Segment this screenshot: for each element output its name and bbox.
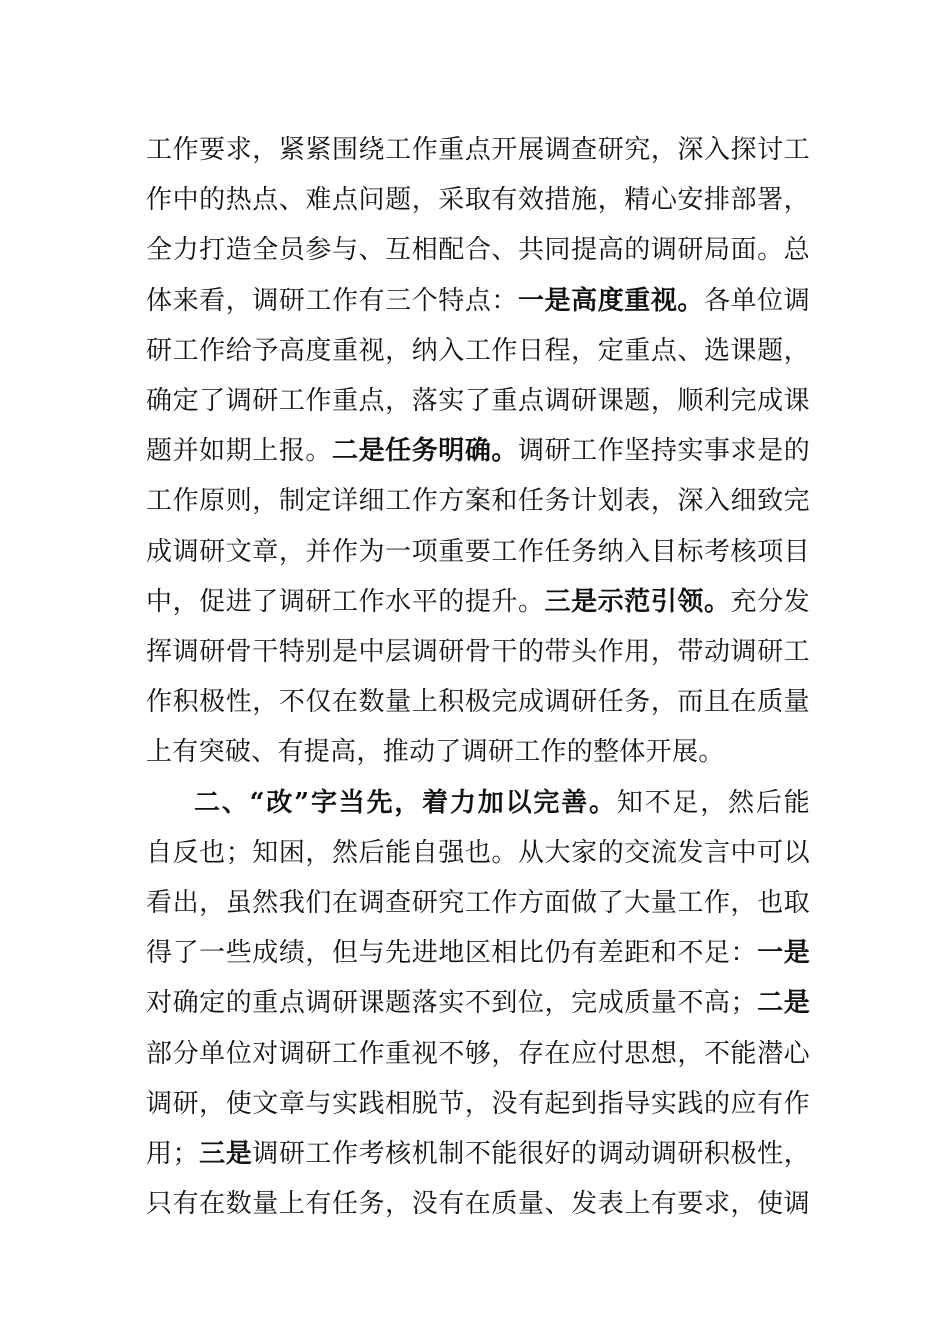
bold-text-segment: 二是任务明确。 [332,436,518,467]
text-segment: 题并如期上报。 [146,436,332,467]
text-line [146,727,810,777]
text-line [146,878,810,928]
text-segment: 中，促进了调研工作水平的提升。 [146,586,545,617]
text-segment: 挥调研骨干特别是中层调研骨干的带头作用，带动调研工 [146,637,810,667]
bold-text-segment: 一是高度重视。 [517,285,704,316]
text-segment: 研工作给予高度重视，纳入工作日程，定重点、选课题， [146,335,810,366]
text-line [194,778,810,828]
text-line [146,426,810,476]
text-line [146,577,810,627]
text-segment: 工作原则，制定详细工作方案和任务计划表，深入细致完 [146,486,810,517]
text-line [146,1179,810,1229]
text-segment: 作积极性，不仅在数量上积极完成调研任务，而且在质量 [146,687,810,718]
text-line [146,928,810,978]
text-line [146,1129,810,1179]
text-segment: 确定了调研工作重点，落实了重点调研课题，顺利完成课 [146,386,810,416]
text-line [146,1029,810,1079]
text-segment: 得了一些成绩，但与先进地区相比仍有差距和不足： [146,938,758,969]
text-segment: 部分单位对调研工作重视不够，存在应付思想，不能潜心 [146,1038,810,1069]
bold-text-segment: 二是 [756,988,810,1019]
text-segment: 工作要求，紧紧围绕工作重点开展调查研究，深入探讨工 [146,135,810,165]
text-line [146,326,810,376]
text-line [146,527,810,577]
bold-text-segment: 三是示范引领。 [544,586,731,617]
text-segment: 体来看，调研工作有三个特点： [146,285,518,316]
text-segment: 充分发 [730,586,810,617]
text-segment: 全力打造全员参与、互相配合、共同提高的调研局面。总 [146,235,810,266]
text-segment: 作中的热点、难点问题，采取有效措施，精心安排部署， [146,185,810,216]
text-line [146,627,810,677]
text-segment: 各单位调 [703,285,810,316]
text-segment: 调研工作考核机制不能很好的调动调研积极性， [252,1139,810,1169]
text-line [146,1079,810,1129]
text-line [146,677,810,727]
text-line [146,225,810,275]
text-line [146,175,810,225]
text-segment: 调研，使文章与实践相脱节，没有起到指导实践的应有作 [146,1088,810,1119]
text-segment: 看出，虽然我们在调查研究工作方面做了大量工作，也取 [146,888,810,918]
text-line [146,828,810,878]
bold-text-segment: 二、“改”字当先，着力加以完善。 [194,787,617,818]
text-segment: 知不足，然后能 [616,787,810,818]
text-segment: 调研工作坚持实事求是的 [518,436,810,467]
text-segment: 成调研文章，并作为一项重要工作任务纳入目标考核项目 [146,536,810,567]
text-segment: 对确定的重点调研课题落实不到位，完成质量不高； [146,988,757,1019]
bold-text-segment: 一是 [757,938,810,969]
text-segment: 用； [146,1139,199,1169]
text-segment: 只有在数量上有任务，没有在质量、发表上有要求，使调 [146,1189,810,1220]
text-segment: 上有突破、有提高，推动了调研工作的整体开展。 [146,737,725,768]
text-line [146,125,810,175]
text-line [146,376,810,426]
text-line [146,978,810,1028]
text-line [146,476,810,526]
text-line [146,276,810,326]
text-segment: 自反也；知困，然后能自强也。从大家的交流发言中可以 [146,837,810,868]
bold-text-segment: 三是 [198,1139,253,1169]
